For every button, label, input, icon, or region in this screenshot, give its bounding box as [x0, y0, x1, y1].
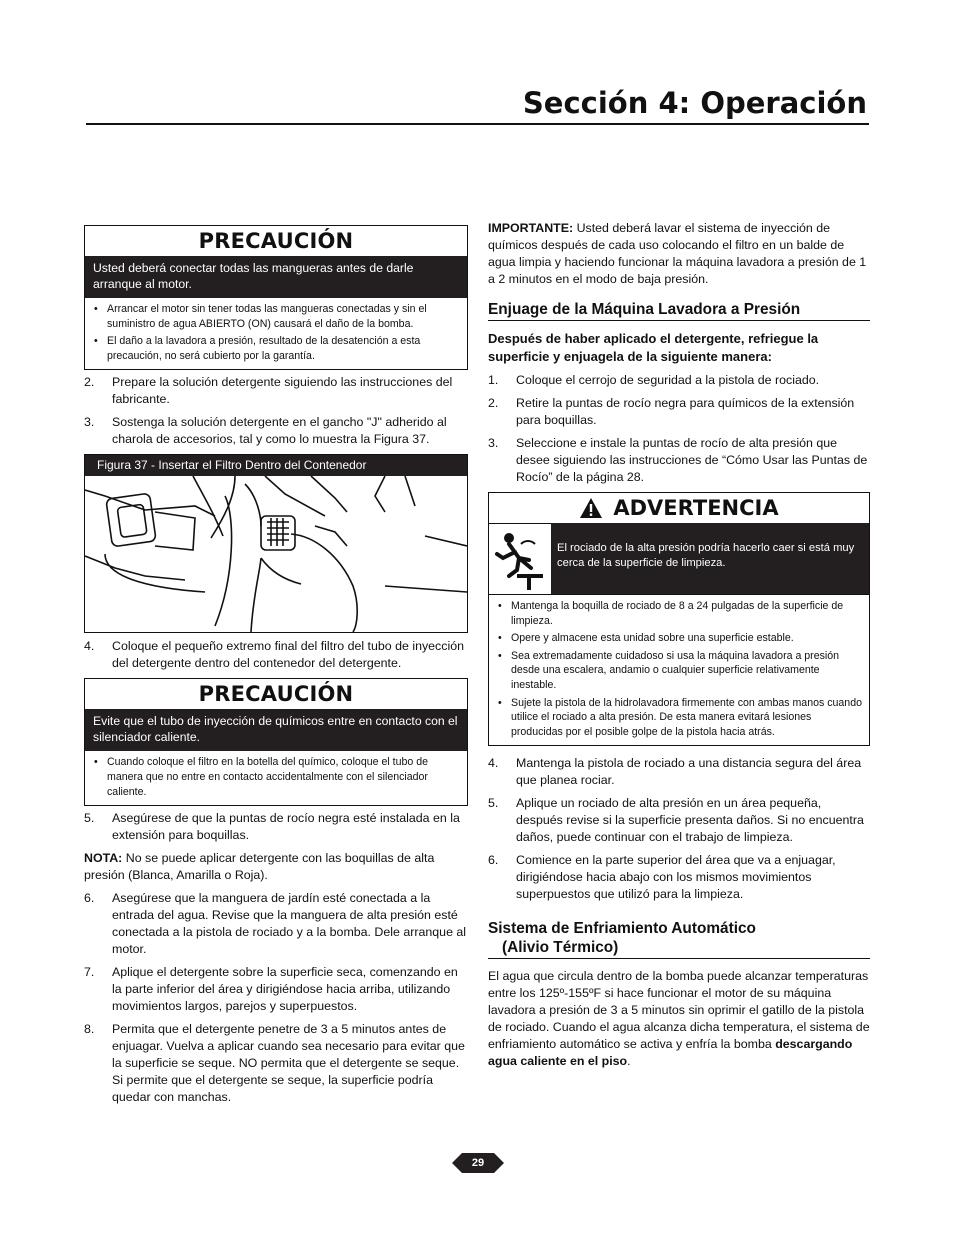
steps-list: [84, 810, 468, 844]
caution-box-2: [84, 678, 468, 806]
cooling-heading: Sistema de Enfriamiento Automático (Alivio Térmico): [488, 919, 870, 959]
right-column: [488, 220, 870, 1076]
warning-message-row: [489, 523, 869, 594]
figure-caption: Figura 37 - Insertar el Filtro Dentro del Contenedor: [85, 455, 467, 476]
list-item: 6. Comience en la parte superior del área que va a enjuagar, dirigiéndose hacia abajo con los mismos movimientos superpuestos que utilizó para la limpieza.: [488, 853, 836, 902]
important-paragraph: IMPORTANTE: Usted deberá lavar el sistema de inyección de químicos después de cada uso colocando el filtro en un balde de agua limpia y haciendo funcionar la máquina lavadora a presión de 1 a 2 minutos en el modo de baja presión.: [488, 221, 867, 286]
list-item: • Cuando coloque el filtro en la botella del químico, coloque el tubo de manera que no entre en contacto accidentalmente con el silenciador caliente.: [94, 756, 428, 798]
figure-37: [84, 454, 468, 633]
warning-box: [488, 492, 870, 746]
list-item: • El daño a la lavadora a presión, resultado de la desatención a esta precaución, no será cubierto por la garantía.: [94, 335, 421, 362]
list-item: 5. Asegúrese de que la puntas de rocío negra esté instalada en la extensión para boquillas.: [84, 811, 460, 843]
list-item: 8. Permita que el detergente penetre de 3 a 5 minutos antes de enjuagar. Vuelva a aplicar cuando sea necesario para evitar que la superficie se seque. NO permita que el detergente se seque. Si permite que el detergente se seque, la superficie podría quedar con manchas.: [84, 1022, 465, 1105]
steps-list: [84, 374, 468, 448]
caution-bullets: [85, 751, 467, 805]
caution-box-1: [84, 225, 468, 370]
list-item: 2. Prepare la solución detergente siguiendo las instrucciones del fabricante.: [84, 375, 453, 407]
caution-message: Evite que el tubo de inyección de químicos entre en contacto con el silenciador caliente.: [85, 709, 467, 751]
cooling-paragraph: El agua que circula dentro de la bomba puede alcanzar temperaturas entre los 125º-155ºF si hace funcionar el motor de su máquina lavadora a presión de 3 a 5 minutos sin oprimir el gatillo de la pistola de rociado. Cuando el agua alcanza dicha temperatura, el sistema de enfriamiento automático se activa y enfría la bomba descargando agua caliente en el piso.: [488, 969, 870, 1069]
caution-title: PRECAUCIÓN: [198, 682, 354, 707]
list-item: • Sea extremadamente cuidadoso si usa la máquina lavadora a presión desde una escalera, andamio o cualquier superficie relativamente inestable.: [498, 649, 840, 691]
slip-fall-icon: [489, 523, 551, 594]
rinse-heading: Enjuage de la Máquina Lavadora a Presión: [488, 300, 870, 321]
list-item: 7. Aplique el detergente sobre la superficie seca, comenzando en la parte inferior del área y dirigiéndose hacia arriba, utilizando movimientos largos, parejos y superpuestos.: [84, 965, 458, 1014]
list-item: 5. Aplique un rociado de alta presión en un área pequeña, después revise si la superficie presenta daños. Si no encuentra daños, puede continuar con el trabajo de limpieza.: [488, 796, 864, 845]
list-item: • Sujete la pistola de la hidrolavadora firmemente con ambas manos cuando utilice el rociado a alta presión. De esta manera evitará lesiones producidas por el posible golpe de la pistola hacia atrás.: [498, 696, 862, 738]
list-item: 6. Asegúrese que la manguera de jardín esté conectada a la entrada del agua. Revise que la manguera de alta presión esté conectada a la pistola de rociado y a la bomba. Dele arranque al motor.: [84, 891, 467, 957]
list-item: • Arrancar el motor sin tener todas las mangueras conectadas y sin el suministro de agua ABIERTO (ON) causará el daño de la bomba.: [94, 303, 427, 330]
rinse-lead: Después de haber aplicado el detergente, refriegue la superficie y enjuagela de la siguiente manera:: [488, 331, 819, 364]
caution-bullets: [85, 298, 467, 369]
left-column: [84, 225, 468, 1112]
caution-message: Usted deberá conectar todas las mangueras antes de darle arranque al motor.: [85, 256, 467, 298]
list-item: 2. Retire la puntas de rocío negra para químicos de la extensión para boquillas.: [488, 396, 855, 427]
warning-title-row: [489, 493, 869, 523]
page-title: Sección 4: Operación: [522, 86, 867, 120]
list-item: 4. Mantenga la pistola de rociado a una distancia segura del área que planea rociar.: [488, 756, 862, 788]
list-item: 4. Coloque el pequeño extremo final del filtro del tubo de inyección del detergente dentro del contenedor del detergente.: [84, 639, 464, 671]
list-item: 3. Seleccione e instale la puntas de rocío de alta presión que desee siguiendo las instrucciones de “Cómo Usar las Puntas de Rocío” de la página 28.: [488, 436, 868, 484]
steps-list: [84, 638, 468, 672]
warning-triangle-icon: [579, 497, 603, 519]
steps-list: [84, 890, 468, 1106]
list-item: 1. Coloque el cerrojo de seguridad a la pistola de rociado.: [488, 373, 820, 387]
list-item: • Opere y almacene esta unidad sobre una superficie estable.: [498, 632, 794, 645]
note-paragraph: NOTA: No se puede aplicar detergente con las boquillas de alta presión (Blanca, Amarilla o Roja).: [84, 851, 435, 883]
warning-message: El rociado de la alta presión podría hacerlo caer si está muy cerca de la superficie de limpieza.: [551, 523, 869, 594]
page-number: 29: [452, 1151, 504, 1175]
warning-title: ADVERTENCIA: [613, 495, 779, 520]
title-rule: [86, 123, 869, 125]
list-item: • Mantenga la boquilla de rociado de 8 a 24 pulgadas de la superficie de limpieza.: [498, 600, 844, 627]
steps-list: [488, 372, 870, 486]
caution-title: PRECAUCIÓN: [198, 229, 354, 253]
filter-bottle-illustration: [85, 476, 467, 632]
list-item: 3. Sostenga la solución detergente en el gancho "J" adherido al charola de accesorios, tal y como lo muestra la Figura 37.: [84, 415, 447, 447]
warning-bullets: [489, 594, 869, 745]
figure-illustration: [85, 476, 467, 632]
steps-list: [488, 755, 870, 903]
